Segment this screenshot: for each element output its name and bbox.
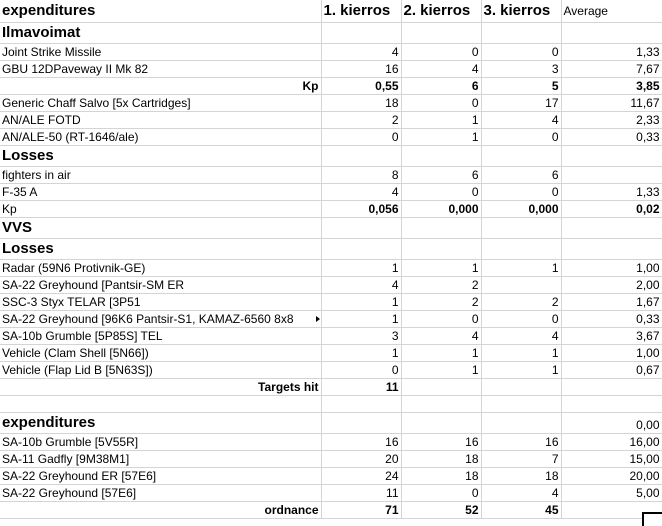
average-cell[interactable] <box>561 167 662 184</box>
section-label-cell[interactable]: Losses <box>0 239 321 260</box>
round-2-cell[interactable]: 0 <box>401 95 481 112</box>
round-1-cell[interactable] <box>321 239 401 260</box>
average-cell[interactable]: 3,85 <box>561 78 662 95</box>
round-2-cell[interactable] <box>401 239 481 260</box>
round-1-cell[interactable]: 24 <box>321 468 401 485</box>
round-3-cell[interactable] <box>481 146 561 167</box>
round-3-cell[interactable]: 3 <box>481 61 561 78</box>
average-cell[interactable]: 1,33 <box>561 184 662 201</box>
header-round1-cell[interactable]: 1. kierros <box>321 0 401 23</box>
header-title-cell[interactable]: expenditures <box>0 0 321 23</box>
sheet-corner-indicator <box>642 512 662 526</box>
round-3-cell[interactable] <box>481 277 561 294</box>
section-label-cell[interactable]: VVS <box>0 218 321 239</box>
round-1-cell[interactable]: 0,056 <box>321 201 401 218</box>
table-row <box>0 362 662 379</box>
table-row <box>0 345 662 362</box>
table-row <box>0 379 662 396</box>
average-cell[interactable]: 20,00 <box>561 468 662 485</box>
round-3-cell[interactable] <box>481 396 561 413</box>
average-cell[interactable]: 1,00 <box>561 260 662 277</box>
average-cell[interactable]: 16,00 <box>561 434 662 451</box>
round-3-cell[interactable]: 5 <box>481 78 561 95</box>
round-1-cell[interactable]: 18 <box>321 95 401 112</box>
row-label-cell[interactable]: GBU 12DPaveway II Mk 82 <box>0 61 321 78</box>
round-2-cell[interactable]: 4 <box>401 61 481 78</box>
round-1-cell[interactable]: 3 <box>321 328 401 345</box>
table-row <box>0 468 662 485</box>
round-3-cell[interactable] <box>481 239 561 260</box>
round-3-cell[interactable]: 7 <box>481 451 561 468</box>
row-label-cell[interactable]: SA-10b Grumble [5P85S] TEL <box>0 328 321 345</box>
round-3-cell[interactable]: 16 <box>481 434 561 451</box>
round-3-cell[interactable] <box>481 379 561 396</box>
row-label-cell[interactable]: Kp <box>0 201 321 218</box>
row-label-cell[interactable]: SA-11 Gadfly [9M38M1] <box>0 451 321 468</box>
round-2-cell[interactable] <box>401 23 481 44</box>
row-label-cell[interactable]: Radar (59N6 Protivnik-GE) <box>0 260 321 277</box>
round-2-cell[interactable]: 0 <box>401 184 481 201</box>
round-3-cell[interactable] <box>481 218 561 239</box>
round-2-cell[interactable]: 1 <box>401 345 481 362</box>
round-3-cell[interactable]: 0 <box>481 184 561 201</box>
table-row <box>0 218 662 239</box>
row-label-cell[interactable]: SA-22 Greyhound [57E6] <box>0 485 321 502</box>
table-row <box>0 129 662 146</box>
table-row <box>0 277 662 294</box>
round-1-cell[interactable]: 0 <box>321 362 401 379</box>
round-1-cell[interactable]: 1 <box>321 260 401 277</box>
round-2-cell[interactable] <box>401 146 481 167</box>
round-1-cell[interactable]: 4 <box>321 44 401 61</box>
round-3-cell[interactable]: 0 <box>481 311 561 328</box>
table-row <box>0 311 662 328</box>
round-1-cell[interactable] <box>321 23 401 44</box>
row-label-cell[interactable] <box>0 396 321 413</box>
row-label-cell[interactable]: fighters in air <box>0 167 321 184</box>
round-3-cell[interactable]: 0,000 <box>481 201 561 218</box>
row-label-cell[interactable]: Joint Strike Missile <box>0 44 321 61</box>
section-label-cell[interactable]: expenditures <box>0 413 321 434</box>
round-2-cell[interactable]: 18 <box>401 451 481 468</box>
round-1-cell[interactable]: 20 <box>321 451 401 468</box>
round-2-cell[interactable]: 18 <box>401 468 481 485</box>
average-cell[interactable]: 1,67 <box>561 294 662 311</box>
table-row <box>0 184 662 201</box>
average-cell[interactable]: 1,33 <box>561 44 662 61</box>
round-1-cell[interactable] <box>321 396 401 413</box>
average-cell[interactable]: 0,67 <box>561 362 662 379</box>
round-3-cell[interactable] <box>481 23 561 44</box>
table-row <box>0 260 662 277</box>
average-cell[interactable]: 5,00 <box>561 485 662 502</box>
table-row <box>0 396 662 413</box>
section-label-cell[interactable]: Losses <box>0 146 321 167</box>
round-2-cell[interactable]: 0 <box>401 311 481 328</box>
row-label-cell[interactable]: Targets hit <box>0 379 321 396</box>
round-2-cell[interactable] <box>401 396 481 413</box>
round-1-cell[interactable]: 4 <box>321 184 401 201</box>
round-1-cell[interactable]: 2 <box>321 112 401 129</box>
average-cell[interactable] <box>561 218 662 239</box>
table-row <box>0 201 662 218</box>
average-cell[interactable] <box>561 23 662 44</box>
row-label-cell[interactable]: AN/ALE-50 (RT-1646/ale) <box>0 129 321 146</box>
table-row <box>0 61 662 78</box>
table-row <box>0 294 662 311</box>
table-row <box>0 239 662 260</box>
round-1-cell[interactable]: 71 <box>321 502 401 519</box>
round-2-cell[interactable]: 2 <box>401 277 481 294</box>
table-row <box>0 413 662 434</box>
round-2-cell[interactable]: 0,000 <box>401 201 481 218</box>
round-2-cell[interactable] <box>401 413 481 434</box>
average-cell[interactable] <box>561 239 662 260</box>
round-3-cell[interactable]: 4 <box>481 485 561 502</box>
round-3-cell[interactable]: 6 <box>481 167 561 184</box>
round-1-cell[interactable]: 4 <box>321 277 401 294</box>
round-1-cell[interactable]: 11 <box>321 379 401 396</box>
round-2-cell[interactable]: 6 <box>401 78 481 95</box>
round-3-cell[interactable]: 17 <box>481 95 561 112</box>
round-2-cell[interactable]: 0 <box>401 485 481 502</box>
average-cell[interactable]: 0,33 <box>561 311 662 328</box>
average-cell[interactable] <box>561 146 662 167</box>
table-row <box>0 44 662 61</box>
table-row <box>0 502 662 519</box>
round-3-cell[interactable]: 0 <box>481 129 561 146</box>
round-1-cell[interactable] <box>321 146 401 167</box>
round-3-cell[interactable] <box>481 413 561 434</box>
table-row <box>0 167 662 184</box>
round-1-cell[interactable]: 0,55 <box>321 78 401 95</box>
average-cell[interactable]: 7,67 <box>561 61 662 78</box>
row-label-cell[interactable]: Vehicle (Clam Shell [5N66]) <box>0 345 321 362</box>
header-round2-cell[interactable]: 2. kierros <box>401 0 481 23</box>
table-row <box>0 328 662 345</box>
round-1-cell[interactable]: 0 <box>321 129 401 146</box>
round-3-cell[interactable]: 2 <box>481 294 561 311</box>
average-cell[interactable]: 2,33 <box>561 112 662 129</box>
round-1-cell[interactable]: 16 <box>321 434 401 451</box>
round-2-cell[interactable]: 2 <box>401 294 481 311</box>
row-label-cell[interactable]: AN/ALE FOTD <box>0 112 321 129</box>
round-2-cell[interactable] <box>401 379 481 396</box>
round-2-cell[interactable]: 0 <box>401 44 481 61</box>
round-2-cell[interactable]: 4 <box>401 328 481 345</box>
round-1-cell[interactable]: 1 <box>321 311 401 328</box>
row-label-cell[interactable]: SA-22 Greyhound [96K6 Pantsir-S1, KAMAZ-6560 8x8 <box>0 311 321 328</box>
average-cell[interactable]: 3,67 <box>561 328 662 345</box>
row-label-cell[interactable]: Kp <box>0 78 321 95</box>
round-3-cell[interactable]: 18 <box>481 468 561 485</box>
table-row <box>0 451 662 468</box>
round-3-cell[interactable]: 45 <box>481 502 561 519</box>
average-cell[interactable]: 15,00 <box>561 451 662 468</box>
round-3-cell[interactable]: 4 <box>481 112 561 129</box>
section-label-cell[interactable]: Ilmavoimat <box>0 23 321 44</box>
average-cell[interactable]: 2,00 <box>561 277 662 294</box>
round-3-cell[interactable]: 4 <box>481 328 561 345</box>
header-average-cell[interactable]: Average <box>561 0 662 23</box>
round-3-cell[interactable]: 0 <box>481 44 561 61</box>
round-2-cell[interactable]: 52 <box>401 502 481 519</box>
average-cell[interactable] <box>561 379 662 396</box>
row-label-cell[interactable]: Vehicle (Flap Lid B [5N63S]) <box>0 362 321 379</box>
row-label-cell[interactable]: SA-22 Greyhound [Pantsir-SM ER <box>0 277 321 294</box>
round-2-cell[interactable]: 1 <box>401 129 481 146</box>
round-2-cell[interactable]: 1 <box>401 362 481 379</box>
table-row <box>0 95 662 112</box>
average-cell[interactable] <box>561 396 662 413</box>
header-row <box>0 0 662 23</box>
table-row <box>0 112 662 129</box>
round-1-cell[interactable]: 11 <box>321 485 401 502</box>
row-label-cell[interactable]: SSC-3 Styx TELAR [3P51 <box>0 294 321 311</box>
round-1-cell[interactable]: 16 <box>321 61 401 78</box>
table-row <box>0 434 662 451</box>
table-row <box>0 78 662 95</box>
round-2-cell[interactable]: 1 <box>401 112 481 129</box>
table-row <box>0 485 662 502</box>
round-3-cell[interactable]: 1 <box>481 345 561 362</box>
header-round3-cell[interactable]: 3. kierros <box>481 0 561 23</box>
round-2-cell[interactable]: 16 <box>401 434 481 451</box>
round-1-cell[interactable] <box>321 218 401 239</box>
average-cell[interactable]: 0,02 <box>561 201 662 218</box>
round-3-cell[interactable]: 1 <box>481 260 561 277</box>
average-cell[interactable]: 11,67 <box>561 95 662 112</box>
table-row <box>0 146 662 167</box>
average-cell[interactable]: 0,33 <box>561 129 662 146</box>
average-cell[interactable]: 0,00 <box>561 413 662 434</box>
average-cell[interactable]: 1,00 <box>561 345 662 362</box>
round-2-cell[interactable] <box>401 218 481 239</box>
round-1-cell[interactable]: 8 <box>321 167 401 184</box>
row-label-cell[interactable]: SA-22 Greyhound ER [57E6] <box>0 468 321 485</box>
table-row <box>0 23 662 44</box>
round-2-cell[interactable]: 6 <box>401 167 481 184</box>
row-label-cell[interactable]: ordnance <box>0 502 321 519</box>
row-label-cell[interactable]: Generic Chaff Salvo [5x Cartridges] <box>0 95 321 112</box>
round-1-cell[interactable] <box>321 413 401 434</box>
round-1-cell[interactable]: 1 <box>321 345 401 362</box>
row-label-cell[interactable]: SA-10b Grumble [5V55R] <box>0 434 321 451</box>
round-3-cell[interactable]: 1 <box>481 362 561 379</box>
row-label-cell[interactable]: F-35 A <box>0 184 321 201</box>
round-2-cell[interactable]: 1 <box>401 260 481 277</box>
round-1-cell[interactable]: 1 <box>321 294 401 311</box>
